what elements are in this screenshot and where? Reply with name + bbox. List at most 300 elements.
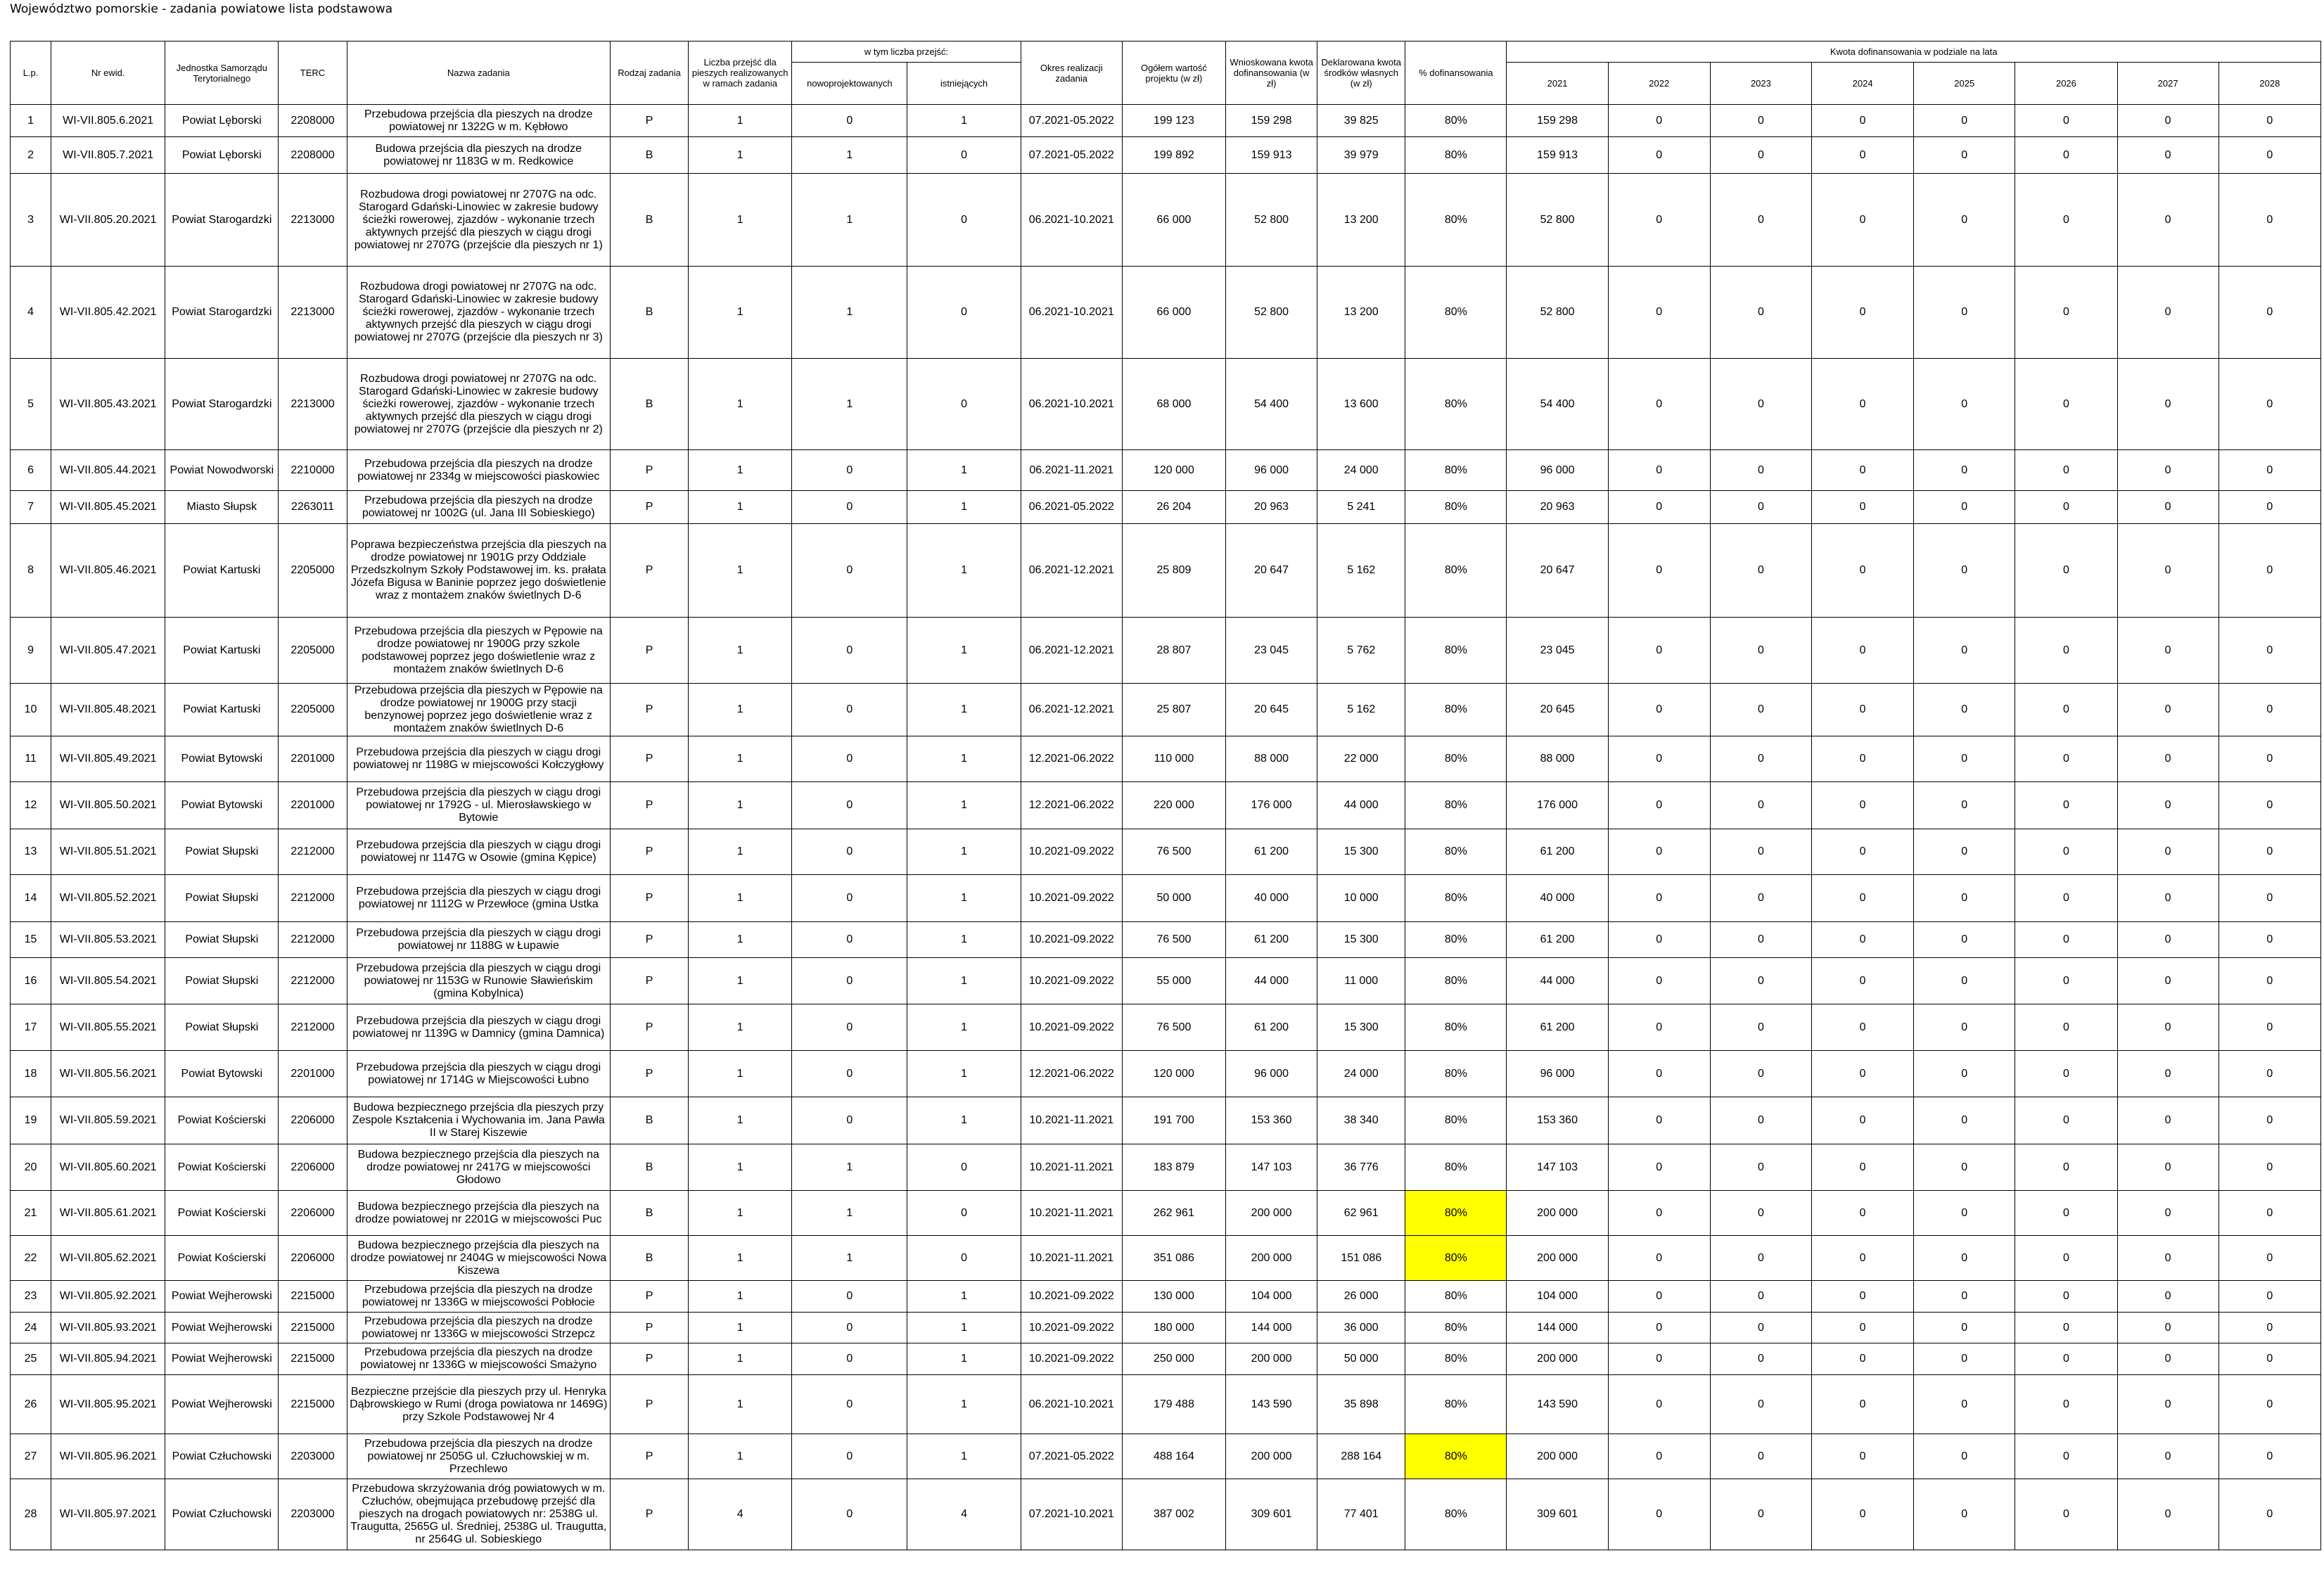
cell-nr: WI-VII.805.48.2021 [51,684,165,736]
table-row [11,922,2321,958]
cell-y2021: 52 800 [1507,267,1608,359]
cell-terc: 2203000 [279,1434,347,1479]
cell-lp: 18 [11,1051,51,1097]
cell-lp: 6 [11,450,51,491]
header-year-2025: 2025 [1914,63,2015,105]
cell-y2022: 0 [1608,359,1710,450]
cell-liczba: 4 [689,1479,792,1550]
cell-y2024: 0 [1812,1144,1914,1191]
cell-nazwa: Przebudowa przejścia dla pieszych w ciągu drogi powiatowej nr 1139G w Damnicy (gmina Damnica) [347,1004,610,1051]
cell-y2024: 0 [1812,1191,1914,1236]
cell-istn: 1 [907,524,1021,618]
cell-lp: 28 [11,1479,51,1550]
cell-deklarowana: 15 300 [1317,1004,1405,1051]
cell-y2022: 0 [1608,958,1710,1004]
cell-y2021: 52 800 [1507,174,1608,267]
cell-y2024: 0 [1812,736,1914,782]
cell-ogolem: 55 000 [1122,958,1225,1004]
cell-y2024: 0 [1812,1343,1914,1375]
cell-istn: 1 [907,618,1021,684]
cell-y2026: 0 [2015,618,2117,684]
cell-nr: WI-VII.805.56.2021 [51,1051,165,1097]
cell-y2024: 0 [1812,1236,1914,1281]
cell-y2028: 0 [2218,1097,2320,1144]
cell-nr: WI-VII.805.93.2021 [51,1313,165,1343]
cell-y2026: 0 [2015,736,2117,782]
cell-nazwa: Przebudowa przejścia dla pieszych na drodze powiatowej nr 1336G w miejscowości Pobłocie [347,1281,610,1313]
cell-deklarowana: 5 762 [1317,618,1405,684]
cell-y2027: 0 [2117,137,2218,174]
cell-nowo: 0 [792,1097,907,1144]
cell-lp: 27 [11,1434,51,1479]
cell-y2022: 0 [1608,1051,1710,1097]
cell-istn: 1 [907,875,1021,922]
cell-y2026: 0 [2015,1236,2117,1281]
cell-nazwa: Rozbudowa drogi powiatowej nr 2707G na odc. Starogard Gdański-Linowiec w zakresie budowy ścieżki rowerowej, zjazdów - wykonanie trzech aktywnych przejść dla pieszych w ciągu drogi powiatowej nr 2707G (przejście dla pieszych nr 3) [347,267,610,359]
cell-deklarowana: 13 200 [1317,174,1405,267]
cell-wnioskowana: 88 000 [1226,736,1317,782]
cell-ogolem: 180 000 [1122,1313,1225,1343]
cell-istn: 1 [907,829,1021,875]
header-procent: % dofinansowania [1405,42,1507,105]
cell-okres: 07.2021-05.2022 [1021,105,1122,137]
cell-y2025: 0 [1914,1004,2015,1051]
cell-nr: WI-VII.805.45.2021 [51,491,165,524]
cell-terc: 2212000 [279,875,347,922]
cell-terc: 2206000 [279,1097,347,1144]
cell-jst: Powiat Bytowski [165,782,279,829]
cell-y2026: 0 [2015,922,2117,958]
cell-deklarowana: 151 086 [1317,1236,1405,1281]
cell-istn: 0 [907,1236,1021,1281]
cell-jst: Powiat Wejherowski [165,1281,279,1313]
table-row [11,137,2321,174]
cell-nr: WI-VII.805.7.2021 [51,137,165,174]
cell-y2026: 0 [2015,875,2117,922]
cell-lp: 11 [11,736,51,782]
cell-ogolem: 25 809 [1122,524,1225,618]
cell-terc: 2201000 [279,782,347,829]
cell-rodzaj: P [610,1281,688,1313]
cell-lp: 13 [11,829,51,875]
cell-jst: Powiat Kościerski [165,1191,279,1236]
cell-ogolem: 387 002 [1122,1479,1225,1550]
cell-nr: WI-VII.805.60.2021 [51,1144,165,1191]
cell-y2027: 0 [2117,359,2218,450]
cell-liczba: 1 [689,736,792,782]
cell-procent: 80% [1405,1004,1507,1051]
cell-y2028: 0 [2218,684,2320,736]
cell-y2021: 143 590 [1507,1375,1608,1434]
cell-y2026: 0 [2015,1479,2117,1550]
cell-nazwa: Przebudowa skrzyżowania dróg powiatowych w m. Człuchów, obejmująca przebudowę przejść dla pieszych na drogach powiatowych nr: 2538G ul. Traugutta, 2565G ul. Średniej, 2538G ul. Traugutta, nr 2564G ul. Sobieskiego [347,1479,610,1550]
cell-procent: 80% [1405,1281,1507,1313]
cell-y2026: 0 [2015,491,2117,524]
cell-okres: 10.2021-09.2022 [1021,922,1122,958]
cell-ogolem: 183 879 [1122,1144,1225,1191]
cell-jst: Powiat Kościerski [165,1097,279,1144]
cell-jst: Powiat Starogardzki [165,174,279,267]
cell-nowo: 0 [792,1434,907,1479]
cell-y2027: 0 [2117,684,2218,736]
cell-y2026: 0 [2015,1375,2117,1434]
cell-wnioskowana: 147 103 [1226,1144,1317,1191]
cell-jst: Powiat Wejherowski [165,1343,279,1375]
cell-y2024: 0 [1812,782,1914,829]
cell-istn: 0 [907,174,1021,267]
cell-istn: 0 [907,137,1021,174]
table-row [11,174,2321,267]
cell-y2028: 0 [2218,922,2320,958]
cell-y2022: 0 [1608,1097,1710,1144]
cell-y2026: 0 [2015,1281,2117,1313]
cell-terc: 2212000 [279,1004,347,1051]
cell-y2022: 0 [1608,1434,1710,1479]
cell-jst: Powiat Słupski [165,922,279,958]
cell-y2025: 0 [1914,1479,2015,1550]
table-row [11,1343,2321,1375]
cell-y2025: 0 [1914,137,2015,174]
cell-okres: 10.2021-09.2022 [1021,1004,1122,1051]
cell-y2023: 0 [1710,174,1811,267]
cell-lp: 7 [11,491,51,524]
cell-procent: 80% [1405,782,1507,829]
table-row [11,1479,2321,1550]
cell-procent: 80% [1405,1097,1507,1144]
cell-y2028: 0 [2218,1479,2320,1550]
cell-nr: WI-VII.805.6.2021 [51,105,165,137]
cell-jst: Powiat Słupski [165,829,279,875]
cell-terc: 2263011 [279,491,347,524]
cell-nowo: 1 [792,267,907,359]
table-row [11,1004,2321,1051]
cell-rodzaj: B [610,267,688,359]
cell-procent: 80% [1405,174,1507,267]
tasks-table [10,41,2321,1550]
cell-wnioskowana: 153 360 [1226,1097,1317,1144]
cell-nowo: 0 [792,1479,907,1550]
cell-y2027: 0 [2117,1343,2218,1375]
cell-terc: 2210000 [279,450,347,491]
cell-nowo: 0 [792,1051,907,1097]
cell-lp: 5 [11,359,51,450]
cell-y2028: 0 [2218,736,2320,782]
cell-y2026: 0 [2015,1144,2117,1191]
cell-nr: WI-VII.805.42.2021 [51,267,165,359]
cell-nowo: 0 [792,736,907,782]
cell-wnioskowana: 23 045 [1226,618,1317,684]
cell-procent: 80% [1405,1375,1507,1434]
cell-deklarowana: 26 000 [1317,1281,1405,1313]
cell-y2028: 0 [2218,105,2320,137]
cell-deklarowana: 36 000 [1317,1313,1405,1343]
header-rodzaj: Rodzaj zadania [610,42,688,105]
cell-rodzaj: P [610,875,688,922]
cell-nowo: 0 [792,524,907,618]
cell-procent: 80% [1405,524,1507,618]
header-nowo: nowoprojektowanych [792,63,907,105]
cell-okres: 10.2021-09.2022 [1021,829,1122,875]
cell-terc: 2205000 [279,684,347,736]
cell-liczba: 1 [689,1343,792,1375]
cell-y2027: 0 [2117,1051,2218,1097]
cell-procent: 80% [1405,736,1507,782]
cell-procent: 80% [1405,684,1507,736]
cell-y2022: 0 [1608,174,1710,267]
cell-y2025: 0 [1914,618,2015,684]
cell-y2025: 0 [1914,1343,2015,1375]
cell-lp: 9 [11,618,51,684]
cell-y2023: 0 [1710,618,1811,684]
cell-y2025: 0 [1914,174,2015,267]
cell-nazwa: Przebudowa przejścia dla pieszych w Pępowie na drodze powiatowej nr 1900G przy stacji benzynowej poprzez jego doświetlenie wraz z montażem znaków świetlnych D-6 [347,684,610,736]
cell-lp: 20 [11,1144,51,1191]
header-kwota-lata: Kwota dofinansowania w podziale na lata [1507,42,2321,63]
table-row [11,359,2321,450]
cell-ogolem: 351 086 [1122,1236,1225,1281]
cell-liczba: 1 [689,137,792,174]
header-istn: istniejących [907,63,1021,105]
cell-nr: WI-VII.805.61.2021 [51,1191,165,1236]
cell-deklarowana: 5 162 [1317,684,1405,736]
header-nazwa: Nazwa zadania [347,42,610,105]
table-row [11,524,2321,618]
cell-wnioskowana: 61 200 [1226,1004,1317,1051]
cell-wnioskowana: 176 000 [1226,782,1317,829]
cell-terc: 2215000 [279,1281,347,1313]
cell-y2028: 0 [2218,137,2320,174]
cell-y2027: 0 [2117,618,2218,684]
cell-y2023: 0 [1710,1051,1811,1097]
cell-liczba: 1 [689,1434,792,1479]
cell-liczba: 1 [689,958,792,1004]
cell-deklarowana: 288 164 [1317,1434,1405,1479]
cell-y2025: 0 [1914,1281,2015,1313]
cell-y2022: 0 [1608,1313,1710,1343]
cell-y2025: 0 [1914,1236,2015,1281]
cell-deklarowana: 13 200 [1317,267,1405,359]
cell-procent: 80% [1405,922,1507,958]
cell-nr: WI-VII.805.52.2021 [51,875,165,922]
cell-y2021: 200 000 [1507,1236,1608,1281]
cell-liczba: 1 [689,174,792,267]
cell-nowo: 0 [792,684,907,736]
cell-jst: Powiat Kartuski [165,684,279,736]
cell-y2023: 0 [1710,1479,1811,1550]
cell-nr: WI-VII.805.43.2021 [51,359,165,450]
header-year-2027: 2027 [2117,63,2218,105]
cell-liczba: 1 [689,450,792,491]
cell-y2027: 0 [2117,782,2218,829]
cell-deklarowana: 36 776 [1317,1144,1405,1191]
cell-y2021: 153 360 [1507,1097,1608,1144]
cell-deklarowana: 13 600 [1317,359,1405,450]
cell-procent: 80% [1405,105,1507,137]
cell-liczba: 1 [689,1144,792,1191]
header-liczba: Liczba przejść dla pieszych realizowanych w ramach zadania [689,42,792,105]
header-lp: L.p. [11,42,51,105]
cell-deklarowana: 11 000 [1317,958,1405,1004]
cell-procent: 80% [1405,618,1507,684]
cell-y2024: 0 [1812,359,1914,450]
cell-y2024: 0 [1812,618,1914,684]
cell-y2028: 0 [2218,174,2320,267]
cell-istn: 1 [907,1281,1021,1313]
cell-nazwa: Rozbudowa drogi powiatowej nr 2707G na odc. Starogard Gdański-Linowiec w zakresie budowy ścieżki rowerowej, zjazdów - wykonanie trzech aktywnych przejść dla pieszych w ciągu drogi powiatowej nr 2707G (przejście dla pieszych nr 2) [347,359,610,450]
cell-okres: 06.2021-12.2021 [1021,618,1122,684]
cell-nr: WI-VII.805.50.2021 [51,782,165,829]
cell-nazwa: Przebudowa przejścia dla pieszych w ciągu drogi powiatowej nr 1198G w miejscowości Kołczygłowy [347,736,610,782]
cell-y2027: 0 [2117,736,2218,782]
table-row [11,491,2321,524]
cell-nowo: 1 [792,1191,907,1236]
cell-liczba: 1 [689,1051,792,1097]
cell-okres: 07.2021-05.2022 [1021,1434,1122,1479]
cell-ogolem: 199 892 [1122,137,1225,174]
cell-nr: WI-VII.805.92.2021 [51,1281,165,1313]
cell-y2022: 0 [1608,1281,1710,1313]
cell-ogolem: 120 000 [1122,1051,1225,1097]
cell-y2023: 0 [1710,359,1811,450]
cell-nazwa: Przebudowa przejścia dla pieszych w ciągu drogi powiatowej nr 1188G w Łupawie [347,922,610,958]
cell-nowo: 1 [792,1236,907,1281]
cell-y2028: 0 [2218,875,2320,922]
cell-y2023: 0 [1710,1144,1811,1191]
cell-deklarowana: 62 961 [1317,1191,1405,1236]
cell-nr: WI-VII.805.51.2021 [51,829,165,875]
cell-okres: 10.2021-11.2021 [1021,1191,1122,1236]
cell-wnioskowana: 200 000 [1226,1343,1317,1375]
cell-y2024: 0 [1812,958,1914,1004]
cell-y2028: 0 [2218,1191,2320,1236]
cell-wnioskowana: 144 000 [1226,1313,1317,1343]
page-title: Województwo pomorskie - zadania powiatowe lista podstawowa [10,2,393,16]
cell-lp: 16 [11,958,51,1004]
cell-jst: Powiat Wejherowski [165,1375,279,1434]
cell-okres: 10.2021-09.2022 [1021,1343,1122,1375]
cell-nr: WI-VII.805.96.2021 [51,1434,165,1479]
header-year-2026: 2026 [2015,63,2117,105]
cell-y2023: 0 [1710,105,1811,137]
cell-nr: WI-VII.805.53.2021 [51,922,165,958]
cell-rodzaj: B [610,1097,688,1144]
cell-y2022: 0 [1608,618,1710,684]
cell-ogolem: 28 807 [1122,618,1225,684]
cell-procent: 80% [1405,1313,1507,1343]
cell-wnioskowana: 159 298 [1226,105,1317,137]
table-row [11,1375,2321,1434]
cell-rodzaj: P [610,1479,688,1550]
cell-y2025: 0 [1914,1144,2015,1191]
cell-okres: 10.2021-11.2021 [1021,1097,1122,1144]
cell-liczba: 1 [689,829,792,875]
cell-ogolem: 191 700 [1122,1097,1225,1144]
cell-y2023: 0 [1710,1434,1811,1479]
cell-deklarowana: 38 340 [1317,1097,1405,1144]
cell-okres: 07.2021-05.2022 [1021,137,1122,174]
cell-y2021: 96 000 [1507,450,1608,491]
cell-nowo: 0 [792,1313,907,1343]
table-row [11,782,2321,829]
cell-nazwa: Rozbudowa drogi powiatowej nr 2707G na odc. Starogard Gdański-Linowiec w zakresie budowy ścieżki rowerowej, zjazdów - wykonanie trzech aktywnych przejść dla pieszych w ciągu drogi powiatowej nr 2707G (przejście dla pieszych nr 1) [347,174,610,267]
cell-liczba: 1 [689,524,792,618]
cell-y2023: 0 [1710,782,1811,829]
cell-y2026: 0 [2015,684,2117,736]
cell-lp: 12 [11,782,51,829]
cell-istn: 0 [907,267,1021,359]
cell-nowo: 0 [792,922,907,958]
cell-deklarowana: 15 300 [1317,829,1405,875]
cell-y2021: 20 645 [1507,684,1608,736]
cell-nowo: 1 [792,137,907,174]
cell-y2023: 0 [1710,137,1811,174]
cell-rodzaj: P [610,105,688,137]
cell-istn: 1 [907,958,1021,1004]
cell-lp: 4 [11,267,51,359]
cell-nazwa: Przebudowa przejścia dla pieszych w ciągu drogi powiatowej nr 1714G w Miejscowości Łubno [347,1051,610,1097]
cell-liczba: 1 [689,1375,792,1434]
cell-y2021: 200 000 [1507,1434,1608,1479]
cell-nazwa: Przebudowa przejścia dla pieszych w ciągu drogi powiatowej nr 1112G w Przewłoce (gmina Ustka [347,875,610,922]
cell-deklarowana: 39 825 [1317,105,1405,137]
cell-terc: 2208000 [279,105,347,137]
cell-ogolem: 130 000 [1122,1281,1225,1313]
cell-wnioskowana: 200 000 [1226,1434,1317,1479]
cell-y2023: 0 [1710,958,1811,1004]
cell-terc: 2206000 [279,1191,347,1236]
cell-nowo: 0 [792,491,907,524]
cell-rodzaj: P [610,1313,688,1343]
cell-y2024: 0 [1812,1479,1914,1550]
cell-okres: 06.2021-11.2021 [1021,450,1122,491]
cell-y2022: 0 [1608,782,1710,829]
table-row [11,1236,2321,1281]
cell-jst: Powiat Kartuski [165,618,279,684]
cell-nazwa: Budowa przejścia dla pieszych na drodze powiatowej nr 1183G w m. Redkowice [347,137,610,174]
cell-nowo: 1 [792,1144,907,1191]
cell-istn: 1 [907,736,1021,782]
cell-istn: 1 [907,450,1021,491]
cell-y2028: 0 [2218,1281,2320,1313]
cell-okres: 12.2021-06.2022 [1021,1051,1122,1097]
cell-rodzaj: P [610,491,688,524]
cell-procent: 80% [1405,1144,1507,1191]
cell-liczba: 1 [689,1004,792,1051]
cell-y2022: 0 [1608,736,1710,782]
cell-y2024: 0 [1812,450,1914,491]
cell-lp: 19 [11,1097,51,1144]
cell-ogolem: 76 500 [1122,922,1225,958]
cell-procent: 80% [1405,137,1507,174]
header-row-1 [11,42,2321,63]
cell-deklarowana: 50 000 [1317,1343,1405,1375]
cell-y2027: 0 [2117,491,2218,524]
cell-ogolem: 66 000 [1122,267,1225,359]
cell-jst: Powiat Lęborski [165,105,279,137]
cell-lp: 14 [11,875,51,922]
cell-deklarowana: 35 898 [1317,1375,1405,1434]
cell-y2024: 0 [1812,1313,1914,1343]
cell-nr: WI-VII.805.49.2021 [51,736,165,782]
cell-nr: WI-VII.805.97.2021 [51,1479,165,1550]
cell-liczba: 1 [689,105,792,137]
cell-ogolem: 66 000 [1122,174,1225,267]
cell-ogolem: 25 807 [1122,684,1225,736]
cell-ogolem: 488 164 [1122,1434,1225,1479]
cell-y2022: 0 [1608,1236,1710,1281]
cell-y2028: 0 [2218,267,2320,359]
cell-terc: 2201000 [279,736,347,782]
